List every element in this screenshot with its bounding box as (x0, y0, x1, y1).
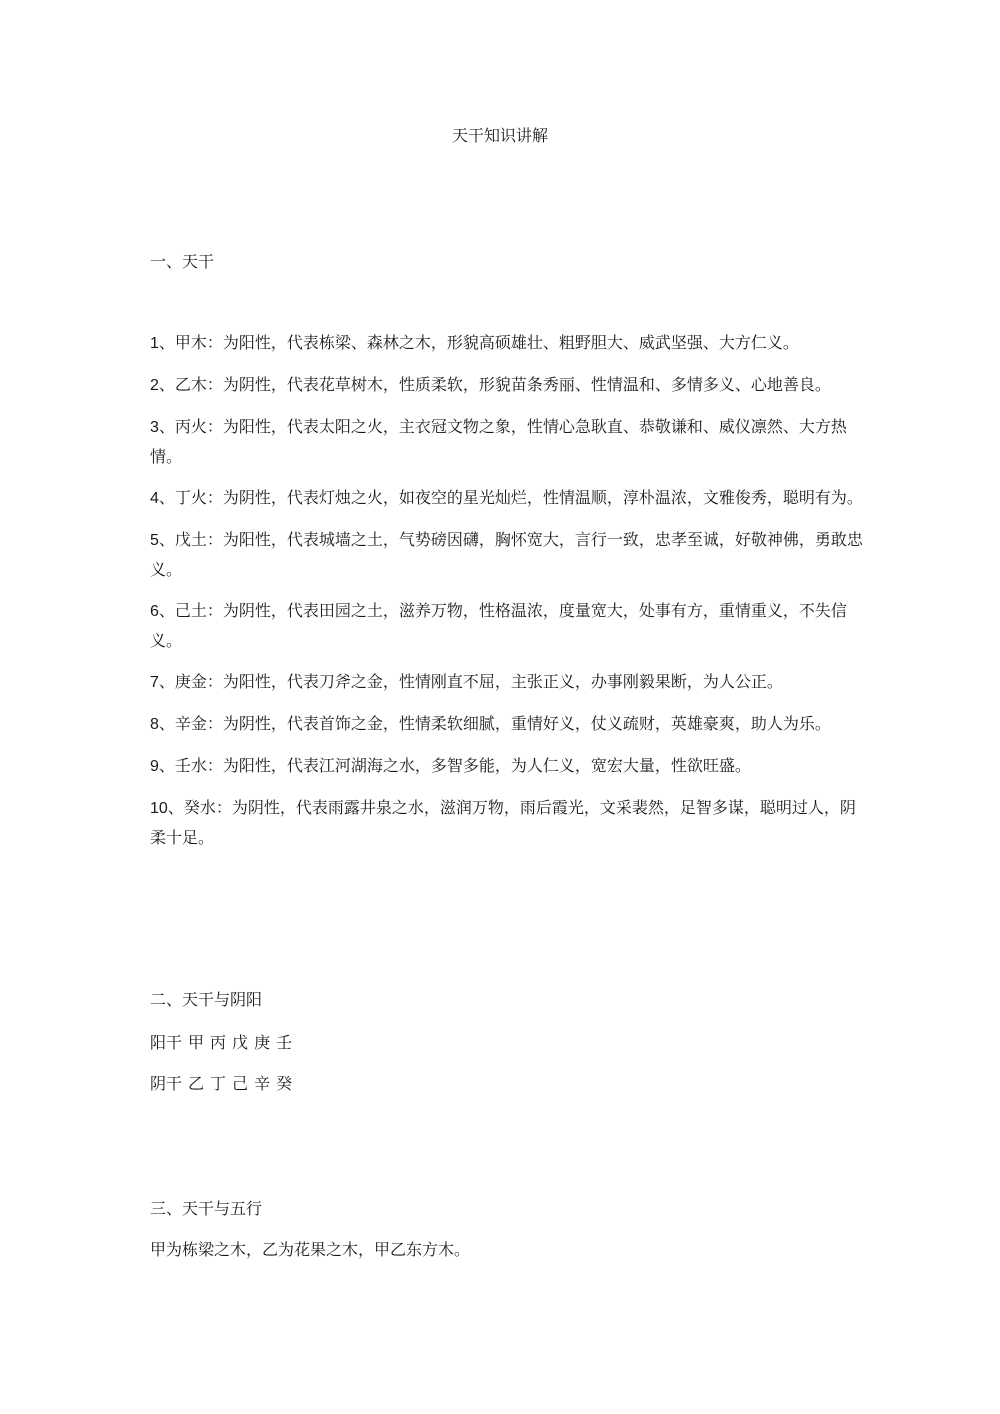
list-item: 3、丙火：为阳性，代表太阳之火，主衣冠文物之象，性情心急耿直、恭敬谦和、威仪凛然、大方热情。 (150, 417, 847, 466)
stem: 戊 (232, 1033, 249, 1052)
stem: 乙 (188, 1074, 205, 1093)
stem: 癸 (276, 1074, 293, 1093)
section3-heading: 三、天干与五行 (150, 1199, 263, 1218)
list-item: 5、戊土：为阳性，代表城墙之土，气势磅因礴，胸怀宽大，言行一致，忠孝至诚，好敬神佛，勇敢忠义。 (150, 530, 863, 579)
list-item: 7、庚金：为阳性，代表刀斧之金，性情刚直不屈，主张正义，办事刚毅果断，为人公正。 (150, 672, 783, 691)
list-item: 9、壬水：为阳性，代表江河湖海之水，多智多能，为人仁义，宽宏大量，性欲旺盛。 (150, 756, 751, 775)
list-item: 4、丁火：为阴性，代表灯烛之火，如夜空的星光灿烂，性情温顺，淳朴温浓，文雅俊秀，聪明有为。 (150, 488, 863, 507)
stem: 辛 (254, 1074, 271, 1093)
section1-list (150, 328, 865, 864)
section2-heading: 二、天干与阴阳 (150, 990, 263, 1009)
section3-text: 甲为栋梁之木，乙为花果之木，甲乙东方木。 (150, 1240, 471, 1259)
yang-stems-row (150, 1031, 298, 1055)
yin-stems-row (150, 1072, 298, 1096)
list-item: 10、癸水：为阴性，代表雨露井泉之水，滋润万物，雨后霞光，文采裴然，足智多谋，聪明过人，阴柔十足。 (150, 798, 856, 847)
list-item: 8、辛金：为阴性，代表首饰之金，性情柔软细腻，重情好义，仗义疏财，英雄豪爽，助人为乐。 (150, 714, 831, 733)
yang-label: 阳干 (150, 1033, 183, 1052)
document-title: 天干知识讲解 (451, 126, 548, 145)
stem: 丙 (210, 1033, 227, 1052)
stem: 己 (232, 1074, 249, 1093)
yin-label: 阴干 (150, 1074, 183, 1093)
section1-heading: 一、天干 (150, 252, 215, 271)
list-item: 2、乙木：为阴性，代表花草树木，性质柔软，形貌苗条秀丽、性情温和、多情多义、心地善良。 (150, 375, 831, 394)
list-item: 6、己土：为阴性，代表田园之土，滋养万物，性格温浓，度量宽大，处事有方，重情重义，不失信义。 (150, 601, 847, 650)
stem: 甲 (188, 1033, 205, 1052)
list-item: 1、甲木：为阳性，代表栋梁、森林之木，形貌高硕雄壮、粗野胆大、威武坚强、大方仁义。 (150, 333, 799, 352)
stem: 丁 (210, 1074, 227, 1093)
stem: 壬 (276, 1033, 293, 1052)
stem: 庚 (254, 1033, 271, 1052)
